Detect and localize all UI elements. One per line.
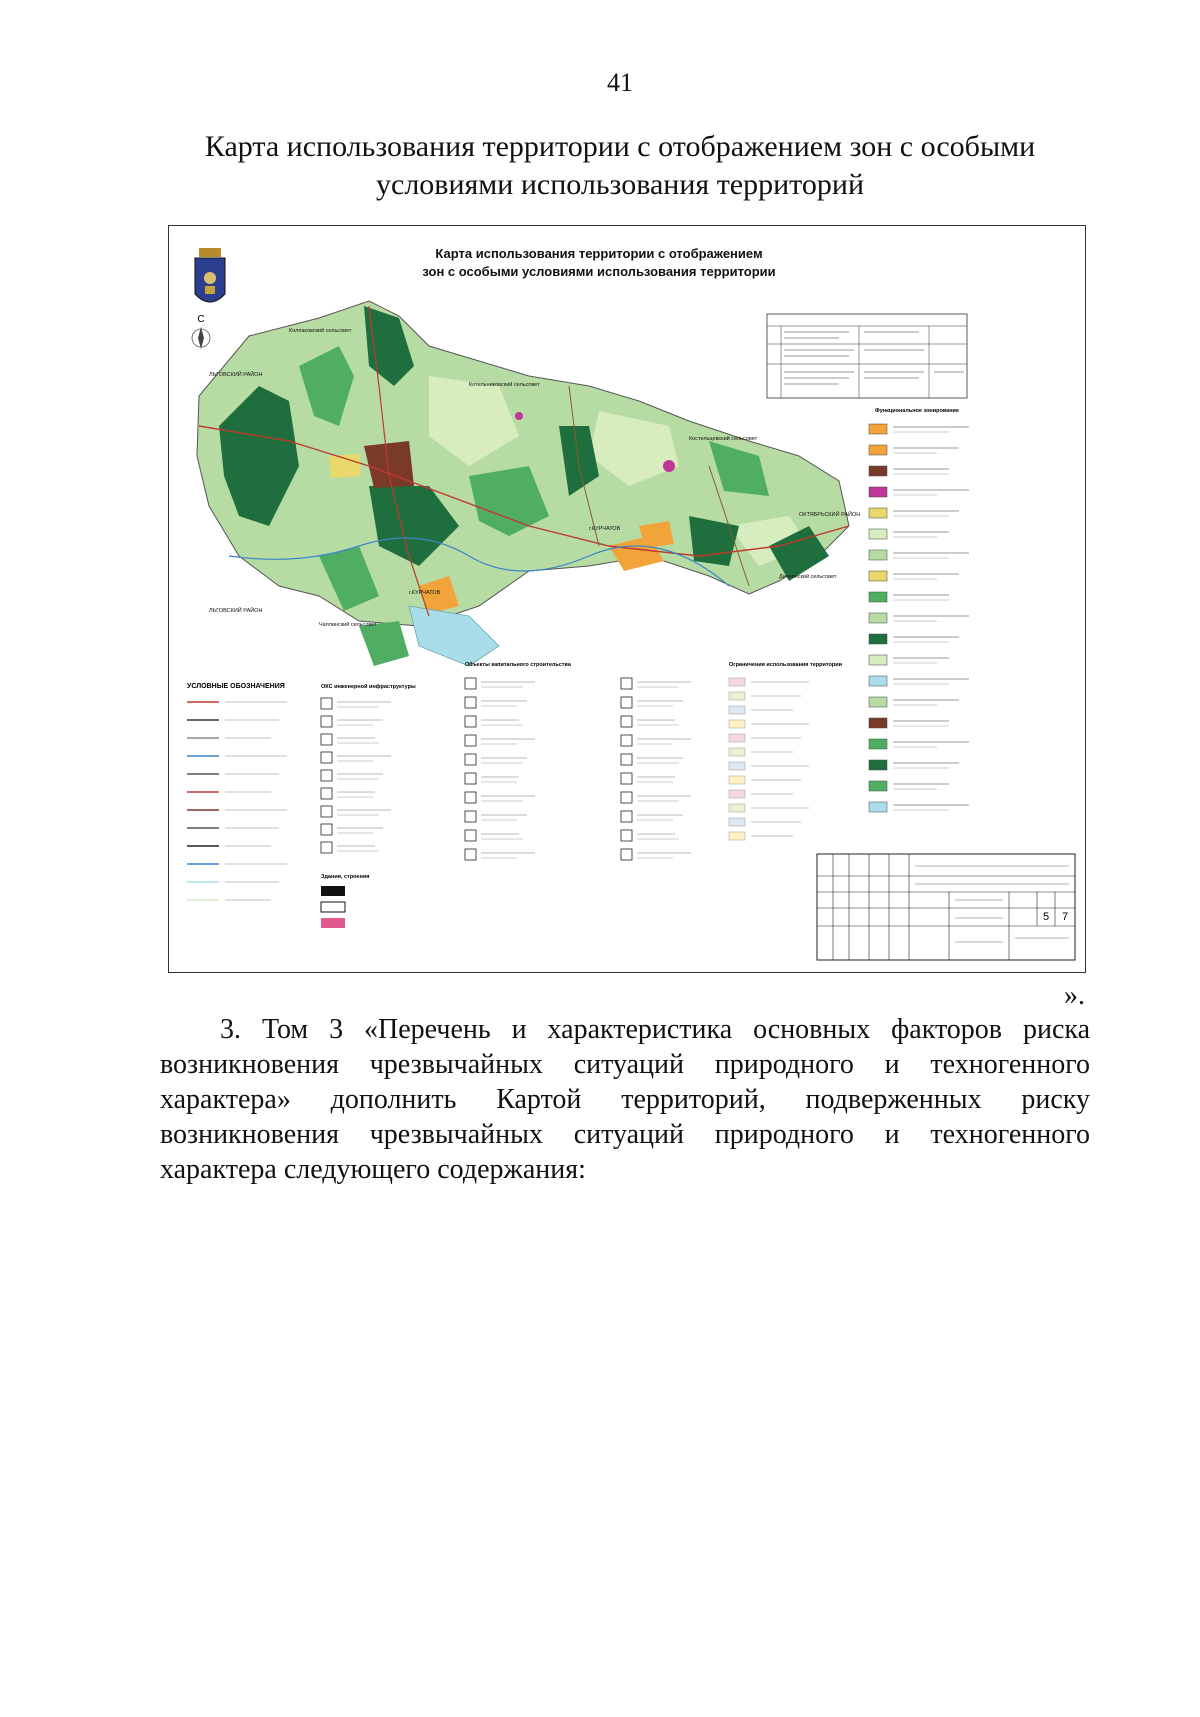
- restriction-swatch: [729, 748, 745, 756]
- zoning-swatch: [869, 655, 887, 665]
- zoning-legend: [869, 408, 969, 812]
- legend-symbol-icon: [465, 735, 476, 746]
- zoning-swatch: [869, 718, 887, 728]
- legend-symbol-icon: [621, 811, 632, 822]
- legend-symbol-icon: [621, 754, 632, 765]
- map-figure: [168, 225, 1086, 973]
- zoning-swatch: [869, 424, 887, 434]
- legend-header-buildings: Здания, строения: [321, 874, 370, 880]
- zoning-swatch: [869, 550, 887, 560]
- zoning-swatch: [869, 613, 887, 623]
- zoning-legend-header: Функциональное зонирование: [875, 408, 959, 414]
- legend-symbol-icon: [465, 678, 476, 689]
- legend-symbol-icon: [321, 698, 332, 709]
- restriction-swatch: [729, 720, 745, 728]
- legend-symbol-icon: [321, 824, 332, 835]
- label-dichnyan: Дичнянский сельсовет: [779, 574, 837, 580]
- zoning-swatch: [869, 508, 887, 518]
- label-kosteltsev: Костельцевский сельсовет: [689, 436, 758, 442]
- label-kotelnikov: Котельниковский сельсовет: [469, 382, 540, 388]
- restriction-swatch: [729, 678, 745, 686]
- legend-symbol-icon: [321, 734, 332, 745]
- north-letter: С: [197, 314, 205, 325]
- legend-symbol-icon: [465, 773, 476, 784]
- restriction-swatch: [729, 692, 745, 700]
- legend-symbol-icon: [321, 842, 332, 853]
- building-swatch: [321, 902, 345, 912]
- zoning-swatch: [869, 676, 887, 686]
- zoning-swatch: [869, 571, 887, 581]
- restriction-swatch: [729, 734, 745, 742]
- body-paragraph: 3. Том 3 «Перечень и характеристика основных факторов риска возникновения чрезвычайных ситуаций природного и техногенного характера» дополнить Картой территорий, подверженных риску возникновения чрезвычайных ситуаций природного и техногенного характера следующего содержания:: [160, 1014, 1090, 1185]
- closing-quote: ».: [1064, 980, 1085, 1011]
- restriction-swatch: [729, 706, 745, 714]
- legend-symbol-icon: [321, 770, 332, 781]
- building-swatch: [321, 918, 345, 928]
- legend-symbol-icon: [621, 716, 632, 727]
- territory-map: [197, 301, 849, 666]
- document-title-line1: Карта использования территории с отображением зон с особыми: [204, 130, 1036, 163]
- zoning-swatch: [869, 634, 887, 644]
- objects-table: [767, 314, 967, 398]
- restriction-swatch: [729, 804, 745, 812]
- title-block: [817, 854, 1075, 960]
- zoning-swatch: [869, 529, 887, 539]
- legend-symbol-icon: [465, 830, 476, 841]
- legend-symbol-icon: [621, 773, 632, 784]
- legend-symbol-icon: [465, 754, 476, 765]
- zoning-swatch: [869, 445, 887, 455]
- legend-header-capital: Объекты капитального строительства: [465, 662, 571, 668]
- legend-symbol-icon: [465, 849, 476, 860]
- label-kolpakov: Колпаковский сельсовет: [289, 328, 352, 334]
- stamp-sheet: 5: [1042, 911, 1050, 923]
- legend-symbol-icon: [621, 830, 632, 841]
- zoning-swatch: [869, 781, 887, 791]
- map-title-line2: зон с особыми условиями использования территории: [422, 264, 776, 279]
- label-oktyabr: ОКТЯБРЬСКИЙ РАЙОН: [799, 512, 861, 518]
- document-title-line2: условиями использования территорий: [376, 168, 864, 201]
- label-lgov-top: ЛЬГОВСКИЙ РАЙОН: [209, 372, 263, 378]
- legend-symbol-icon: [465, 811, 476, 822]
- legend-symbol-icon: [621, 849, 632, 860]
- legend-symbol-icon: [621, 735, 632, 746]
- legend-symbol-icon: [321, 788, 332, 799]
- restriction-swatch: [729, 776, 745, 784]
- zoning-swatch: [869, 739, 887, 749]
- restriction-swatch: [729, 762, 745, 770]
- zoning-swatch: [869, 466, 887, 476]
- zoning-swatch: [869, 802, 887, 812]
- legend-symbol-icon: [321, 806, 332, 817]
- stamp-sheets-total: 7: [1061, 911, 1069, 923]
- legend-lines: [187, 702, 287, 900]
- legend-title: УСЛОВНЫЕ ОБОЗНАЧЕНИЯ: [187, 683, 285, 690]
- label-lgov-bottom: ЛЬГОВСКИЙ РАЙОН: [209, 608, 263, 614]
- coat-of-arms-icon: [195, 248, 225, 302]
- legend-header-engineering: ОКС инженерной инфраструктуры: [321, 684, 416, 690]
- legend-symbol-icon: [465, 716, 476, 727]
- legend-symbol-icon: [321, 752, 332, 763]
- page-number: 41: [607, 68, 633, 97]
- legend-symbol-icon: [621, 678, 632, 689]
- document-title: [200, 128, 1040, 204]
- legend-symbol-icon: [621, 697, 632, 708]
- zoning-swatch: [869, 697, 887, 707]
- restriction-swatch: [729, 832, 745, 840]
- restriction-swatch: [729, 818, 745, 826]
- legend-symbol-icon: [321, 716, 332, 727]
- map-title-line1: Карта использования территории с отображением: [435, 246, 763, 261]
- restriction-swatch: [729, 790, 745, 798]
- zoning-swatch: [869, 760, 887, 770]
- label-chaplin: Чаплинский сельсовет: [319, 622, 377, 628]
- north-arrow-icon: [192, 314, 210, 349]
- legend-symbol-icon: [465, 792, 476, 803]
- building-swatch: [321, 886, 345, 896]
- zoning-swatch: [869, 592, 887, 602]
- legend-symbol-icon: [465, 697, 476, 708]
- legend-symbol-icon: [621, 792, 632, 803]
- zoning-swatch: [869, 487, 887, 497]
- legend-icons: [321, 678, 809, 928]
- label-kurchatov-right: г.КУРЧАТОВ: [589, 526, 621, 532]
- legend-header-restrictions: Ограничения использования территории: [729, 662, 842, 668]
- label-kurchatov-bottom: г.КУРЧАТОВ: [409, 590, 441, 596]
